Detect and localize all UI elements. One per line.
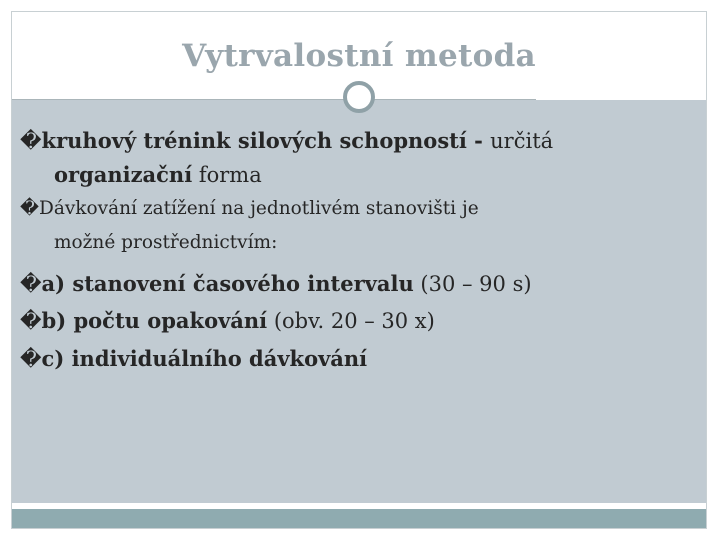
item-bold-text: a) stanovení časového intervalu [41,271,414,296]
item-continuation: možné prostřednictvím: [54,232,278,253]
item-bold-text: organizační [54,162,193,187]
item-text: Dávkování zatížení na jednotlivém stanovišti je [38,198,479,219]
item-text: forma [192,163,262,187]
item-bold-text: b) počtu opakování [41,308,268,333]
bullet-marker: � [20,129,42,153]
item-text: (obv. 20 – 30 x) [267,309,435,333]
list-item [20,271,532,296]
content-area [12,100,706,503]
list-item [20,128,554,187]
footer-bar [12,509,706,528]
bullet-marker: � [20,347,42,371]
bullet-marker: � [20,198,39,219]
bullet-marker: � [20,272,42,296]
item-continuation [54,162,262,187]
list-item [20,346,367,371]
list-item [20,198,479,253]
item-bold-text: c) individuálního dávkování [41,346,368,371]
slide [11,11,707,529]
bullet-marker: � [20,309,42,333]
item-text: určitá [490,129,554,153]
ring-ornament-icon [343,81,375,113]
item-text: (30 – 90 s) [413,272,532,296]
slide-title: Vytrvalostní metoda [182,38,536,74]
item-bold-text: kruhový trénink silových schopností - [41,128,491,153]
title-divider [12,99,536,100]
list-item [20,308,435,333]
